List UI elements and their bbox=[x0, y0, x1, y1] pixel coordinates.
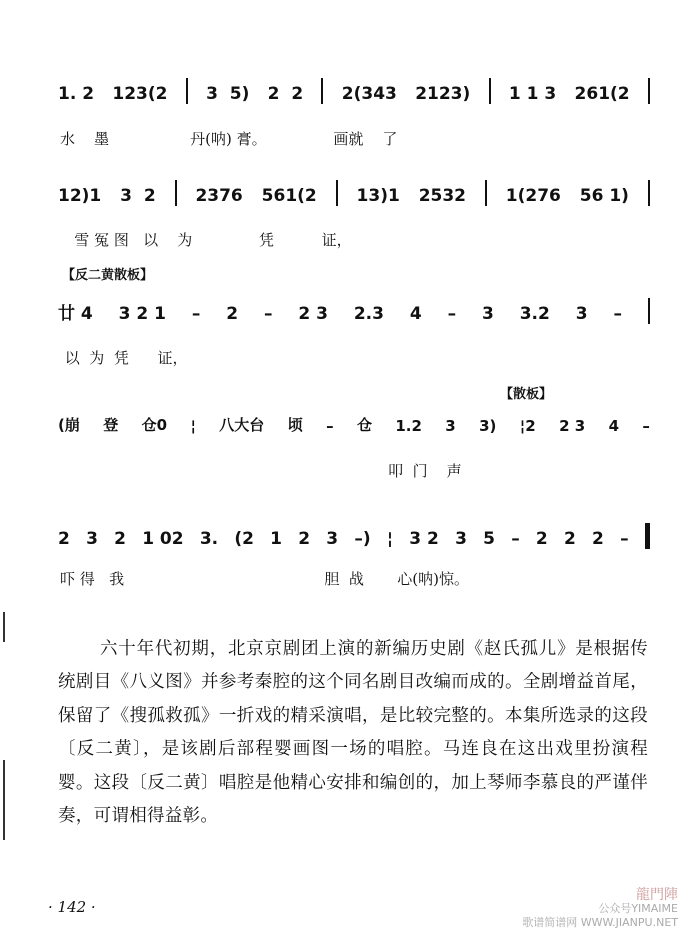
bar-line bbox=[321, 78, 323, 104]
note-group: 登 bbox=[103, 416, 119, 434]
note-group: – bbox=[447, 304, 457, 324]
note-group: 1 02 bbox=[142, 529, 184, 549]
bar-line bbox=[336, 180, 338, 206]
note-group: 13)1 bbox=[356, 186, 400, 206]
note-group: 1. 2 bbox=[58, 84, 95, 104]
note-group: – bbox=[613, 304, 622, 324]
note-group: 123(2 bbox=[112, 84, 168, 104]
note-group: 261(2 bbox=[574, 84, 630, 104]
note-group: 1 1 3 bbox=[508, 84, 557, 104]
note-group: 1 bbox=[270, 529, 282, 549]
bar-line bbox=[648, 180, 650, 206]
notation-line-4 bbox=[58, 414, 650, 435]
note-group: 仓 bbox=[356, 416, 372, 434]
note-group: – bbox=[326, 417, 334, 435]
note-group: 3 bbox=[455, 529, 467, 549]
note-group: 3 bbox=[445, 417, 456, 435]
lyrics-line-4: 叩 门 声 bbox=[40, 462, 462, 480]
bar-line bbox=[186, 78, 188, 104]
bar-line bbox=[175, 180, 177, 206]
watermark-logo: 龍門陣 bbox=[636, 887, 678, 903]
note-group: 12)1 bbox=[58, 186, 102, 206]
notation-line-5 bbox=[58, 523, 650, 549]
page-number: · 142 · bbox=[48, 898, 96, 916]
note-group: 仓0 bbox=[141, 416, 168, 434]
note-group: 3. bbox=[199, 529, 219, 549]
note-group: 2 bbox=[58, 529, 70, 549]
note-group: 5 bbox=[483, 529, 495, 549]
note-group: 2 bbox=[298, 529, 311, 549]
bar-line bbox=[645, 523, 650, 549]
note-group: 八大台 bbox=[219, 416, 265, 434]
lyrics-line-1: 水 墨 丹(呐) 膏。 画就 了 bbox=[60, 130, 398, 148]
bar-line bbox=[648, 298, 650, 324]
note-group: 56 1) bbox=[579, 186, 629, 206]
note-group: 4 bbox=[608, 417, 619, 435]
watermark-text: 公众号YIMAIME bbox=[598, 902, 678, 915]
note-group: – bbox=[642, 417, 650, 435]
note-group: 3 2 bbox=[409, 529, 439, 549]
notation-line-2 bbox=[58, 180, 650, 206]
commentary-paragraph: 六十年代初期，北京京剧团上演的新编历史剧《赵氏孤儿》是根据传统剧目《八义图》并参考秦腔的这个同名剧目改编而成的。全剧增益首尾，保留了《搜孤救孤》一折戏的精采演唱，是比较完整的。本集所选录的这段〔反二黄〕，是该剧后部程婴画图一场的唱腔。马连良在这出戏里扮演程婴。这段〔反二黄〕唱腔是他精心安排和编创的，加上琴师李慕良的严谨伴奏，可谓相得益彰。 bbox=[58, 639, 648, 827]
note-group: 2532 bbox=[418, 186, 467, 206]
lyrics-line-2: 雪 冤 图 以 为 凭 证， bbox=[60, 231, 352, 249]
notation-line-1 bbox=[58, 78, 650, 104]
note-group: 2123) bbox=[415, 84, 471, 104]
note-group: 3 5) bbox=[206, 84, 250, 104]
note-group: –) bbox=[354, 529, 371, 549]
note-group: 2 3 bbox=[298, 304, 328, 324]
scan-margin-line bbox=[3, 612, 5, 642]
watermark bbox=[522, 888, 678, 930]
note-group: 1(276 bbox=[505, 186, 561, 206]
note-group: 2376 bbox=[195, 186, 243, 206]
note-group: 561(2 bbox=[261, 186, 317, 206]
note-group: 2 bbox=[226, 304, 239, 324]
note-group: 2 bbox=[535, 529, 548, 549]
note-group: (2 bbox=[234, 529, 254, 549]
note-group: 2 bbox=[114, 529, 126, 549]
note-group: ¦2 bbox=[519, 417, 536, 435]
bar-line bbox=[648, 78, 650, 104]
scan-margin-line bbox=[3, 760, 5, 840]
note-group: 1.2 bbox=[395, 417, 422, 435]
note-group: 2 3 bbox=[559, 417, 586, 435]
lyrics-line-3: 以 为 凭 证， bbox=[60, 349, 188, 367]
note-group: – bbox=[263, 304, 273, 324]
note-group: (崩 bbox=[58, 416, 80, 434]
section-label-sanban: 【散板】 bbox=[500, 387, 553, 402]
lyrics-line-5: 吓 得 我 胆 战 心(呐)惊。 bbox=[60, 570, 469, 588]
watermark-site: 歌谱简谱网 WWW.JIANPU.NET bbox=[522, 916, 678, 929]
note-group: 顷 bbox=[287, 416, 303, 434]
note-group: 2 bbox=[592, 529, 604, 549]
note-group: 2.3 bbox=[353, 304, 384, 324]
note-group: 2(343 bbox=[341, 84, 397, 104]
note-group: 2 2 bbox=[267, 84, 304, 104]
note-group: 3 2 bbox=[120, 186, 156, 206]
note-group: 2 bbox=[563, 529, 576, 549]
note-group: – bbox=[511, 529, 520, 549]
note-group: – bbox=[191, 304, 201, 324]
note-group: 3.2 bbox=[519, 304, 550, 324]
note-group: – bbox=[620, 529, 629, 549]
note-group: 3 2 1 bbox=[118, 304, 166, 324]
note-group: ¦ bbox=[190, 417, 196, 435]
note-group: 3 bbox=[481, 304, 494, 324]
section-label-fanerhuang: 【反二黄散板】 bbox=[62, 268, 154, 283]
note-group: 3 bbox=[86, 529, 98, 549]
note-group: 3 bbox=[575, 304, 588, 324]
note-group: 廿 4 bbox=[58, 304, 93, 324]
notation-line-3 bbox=[58, 298, 650, 324]
bar-line bbox=[489, 78, 491, 104]
note-group: 4 bbox=[409, 304, 422, 324]
bar-line bbox=[485, 180, 487, 206]
note-group: 3) bbox=[479, 417, 497, 435]
note-group: 3 bbox=[326, 529, 339, 549]
note-group: ¦ bbox=[386, 529, 394, 549]
